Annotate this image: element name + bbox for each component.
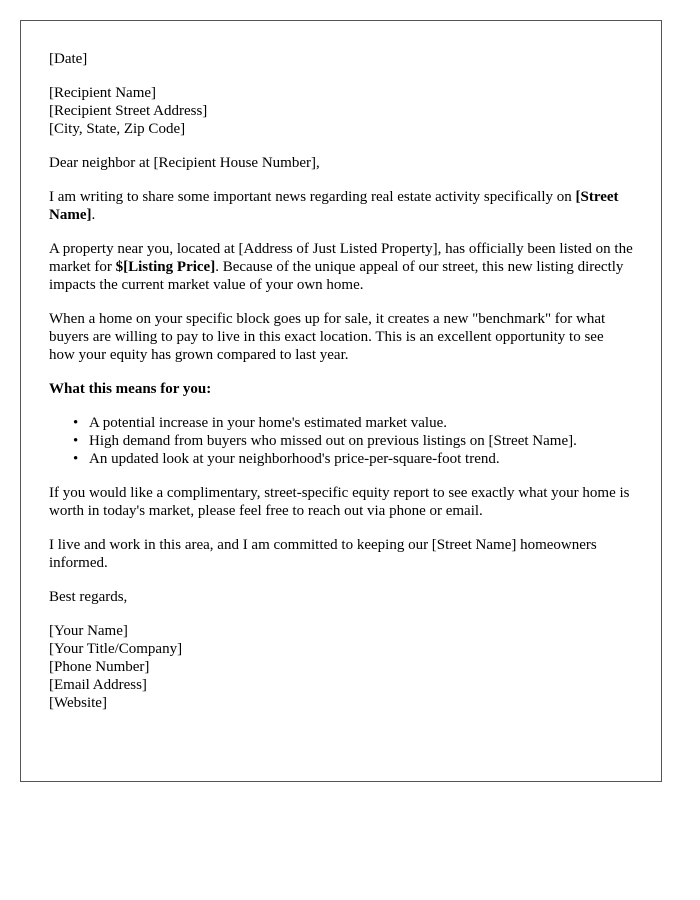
closing: Best regards,: [49, 589, 128, 605]
list-item: [73, 414, 633, 432]
list-item: [73, 432, 633, 450]
recipient-city-state-zip: [City, State, Zip Code]: [49, 121, 186, 137]
report-paragraph: If you would like a complimentary, street-specific equity report to see exactly what your home is worth in today's market, please feel free to reach out via phone or email.: [49, 485, 630, 519]
listing-text-part1: A property near you, located at [Address of Just Listed Property], has officially been listed on the market for: [49, 241, 633, 275]
listing-text-part2: . Because of the unique appeal of our street, this new listing directly impacts the current market value of your own home.: [49, 259, 624, 293]
recipient-street: [Recipient Street Address]: [49, 103, 208, 119]
letter-date: [Date]: [49, 51, 88, 67]
list-item: [73, 450, 633, 468]
section-heading: What this means for you:: [49, 381, 212, 397]
listing-price: $[Listing Price]: [115, 259, 216, 275]
recipient-name: [Recipient Name]: [49, 85, 157, 101]
list-item-text: High demand from buyers who missed out on previous listings on [Street Name].: [89, 433, 577, 449]
commitment-paragraph: I live and work in this area, and I am committed to keeping our [Street Name] homeowners informed.: [49, 537, 597, 571]
signature-block: [49, 622, 633, 712]
benchmark-paragraph: When a home on your specific block goes up for sale, it creates a new "benchmark" for what buyers are willing to pay to live in this exact location. This is an excellent opportunity to see how your equity has grown compared to last year.: [49, 311, 606, 363]
recipient-address-block: [49, 84, 633, 138]
intro-end: .: [91, 207, 96, 223]
listing-paragraph: [49, 240, 633, 294]
bullet-icon: •: [73, 433, 79, 449]
signature-email: [Email Address]: [49, 677, 147, 693]
intro-paragraph: [49, 188, 633, 224]
bullet-icon: •: [73, 451, 79, 467]
salutation: Dear neighbor at [Recipient House Number],: [49, 155, 320, 171]
signature-name: [Your Name]: [49, 623, 128, 639]
list-item-text: A potential increase in your home's estimated market value.: [89, 415, 448, 431]
signature-website: [Website]: [49, 695, 107, 711]
intro-street-name: [Street Name]: [49, 189, 619, 223]
letter-page: [20, 20, 662, 782]
list-item-text: An updated look at your neighborhood's price-per-square-foot trend.: [89, 451, 500, 467]
intro-text: I am writing to share some important news regarding real estate activity specifically on: [49, 189, 576, 205]
signature-phone: [Phone Number]: [49, 659, 150, 675]
benefits-list: [49, 414, 633, 468]
signature-title-company: [Your Title/Company]: [49, 641, 183, 657]
bullet-icon: •: [73, 415, 79, 431]
